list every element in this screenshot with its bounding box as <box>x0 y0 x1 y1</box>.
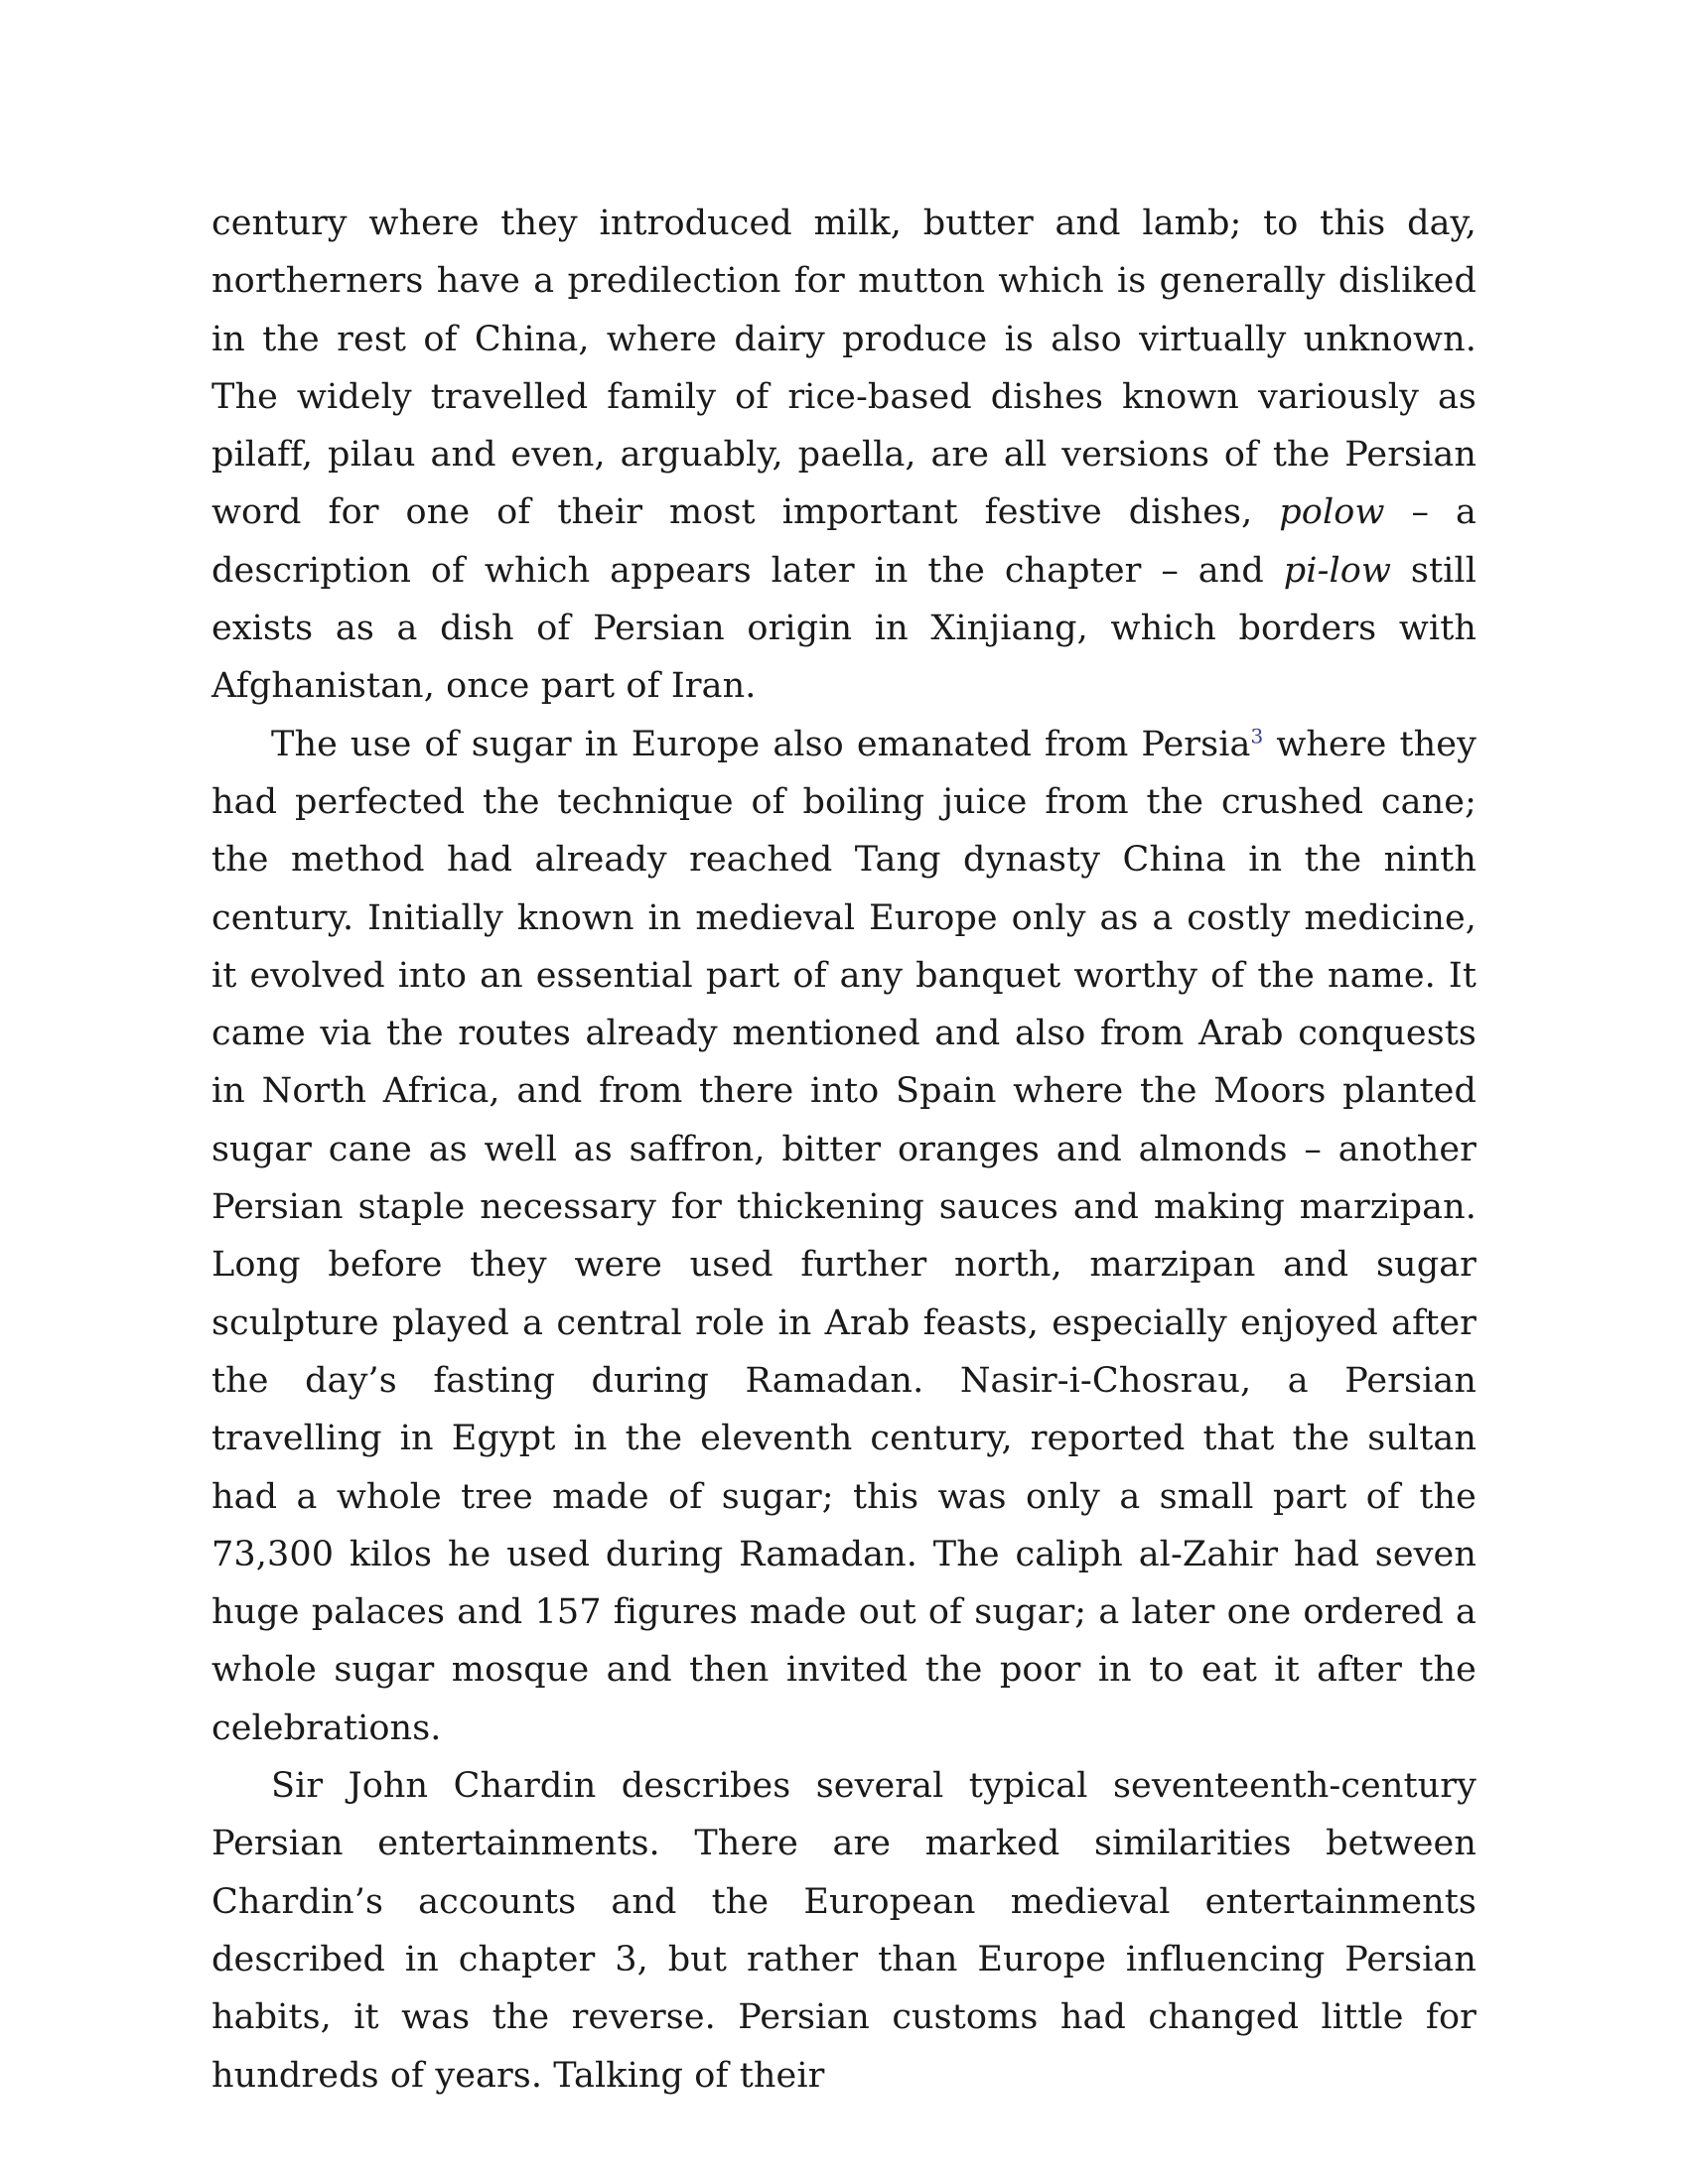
text-segment: – a description of which appears later in the chapter – and <box>211 492 1477 591</box>
text-segment: century where they introduced milk, butter and lamb; to this day, northerners have a predilection for mutton which is generally disliked in the rest of China, where dairy produce is also virtually unknown. The widely travelled family of rice-based dishes known variously as pilaff, pilau and even, arguably, paella, are all versions of the Persian word for one of their most important festive dishes, <box>211 204 1477 533</box>
body-text <box>211 195 1477 2105</box>
footnote-reference[interactable]: 3 <box>1250 724 1264 749</box>
paragraph-1 <box>211 195 1477 716</box>
paragraph-2 <box>211 716 1477 1757</box>
text-segment: where they had perfected the technique of boiling juice from the crushed cane; the method had already reached Tang dynasty China in the ninth century. Initially known in medieval Europe only as a costly medicine, it evolved into an essential part of any banquet worthy of the name. It came via the routes already mentioned and also from Arab conquests in North Africa, and from there into Spain where the Moors planted sugar cane as well as saffron, bitter oranges and almonds – another Persian staple necessary for thickening sauces and making marzipan. Long before they were used further north, marzipan and sugar sculpture played a central role in Arab feasts, especially enjoyed after the day’s fasting during Ramadan. Nasir-i-Chosrau, a Persian travelling in Egypt in the eleventh century, reported that the sultan had a whole tree made of sugar; this was only a small part of the 73,300 kilos he used during Ramadan. The caliph al-Zahir had seven huge palaces and 157 figures made out of sugar; a later one ordered a whole sugar mosque and then invited the poor in to eat it after the celebrations. <box>211 724 1477 1748</box>
text-segment: still exists as a dish of Persian origin in Xinjiang, which borders with Afghanistan, once part of Iran. <box>211 550 1477 707</box>
text-segment: Sir John Chardin describes several typical seventeenth-century Persian entertainments. There are marked similarities between Chardin’s accounts and the European medieval entertainments described in chapter 3, but rather than Europe influencing Persian habits, it was the reverse. Persian customs had changed little for hundreds of years. Talking of their <box>211 1766 1477 2096</box>
italic-term-polow: polow <box>1279 492 1385 533</box>
italic-term-pi-low: pi-low <box>1283 550 1392 591</box>
text-segment: The use of sugar in Europe also emanated from Persia <box>271 724 1251 764</box>
paragraph-3 <box>211 1757 1477 2105</box>
